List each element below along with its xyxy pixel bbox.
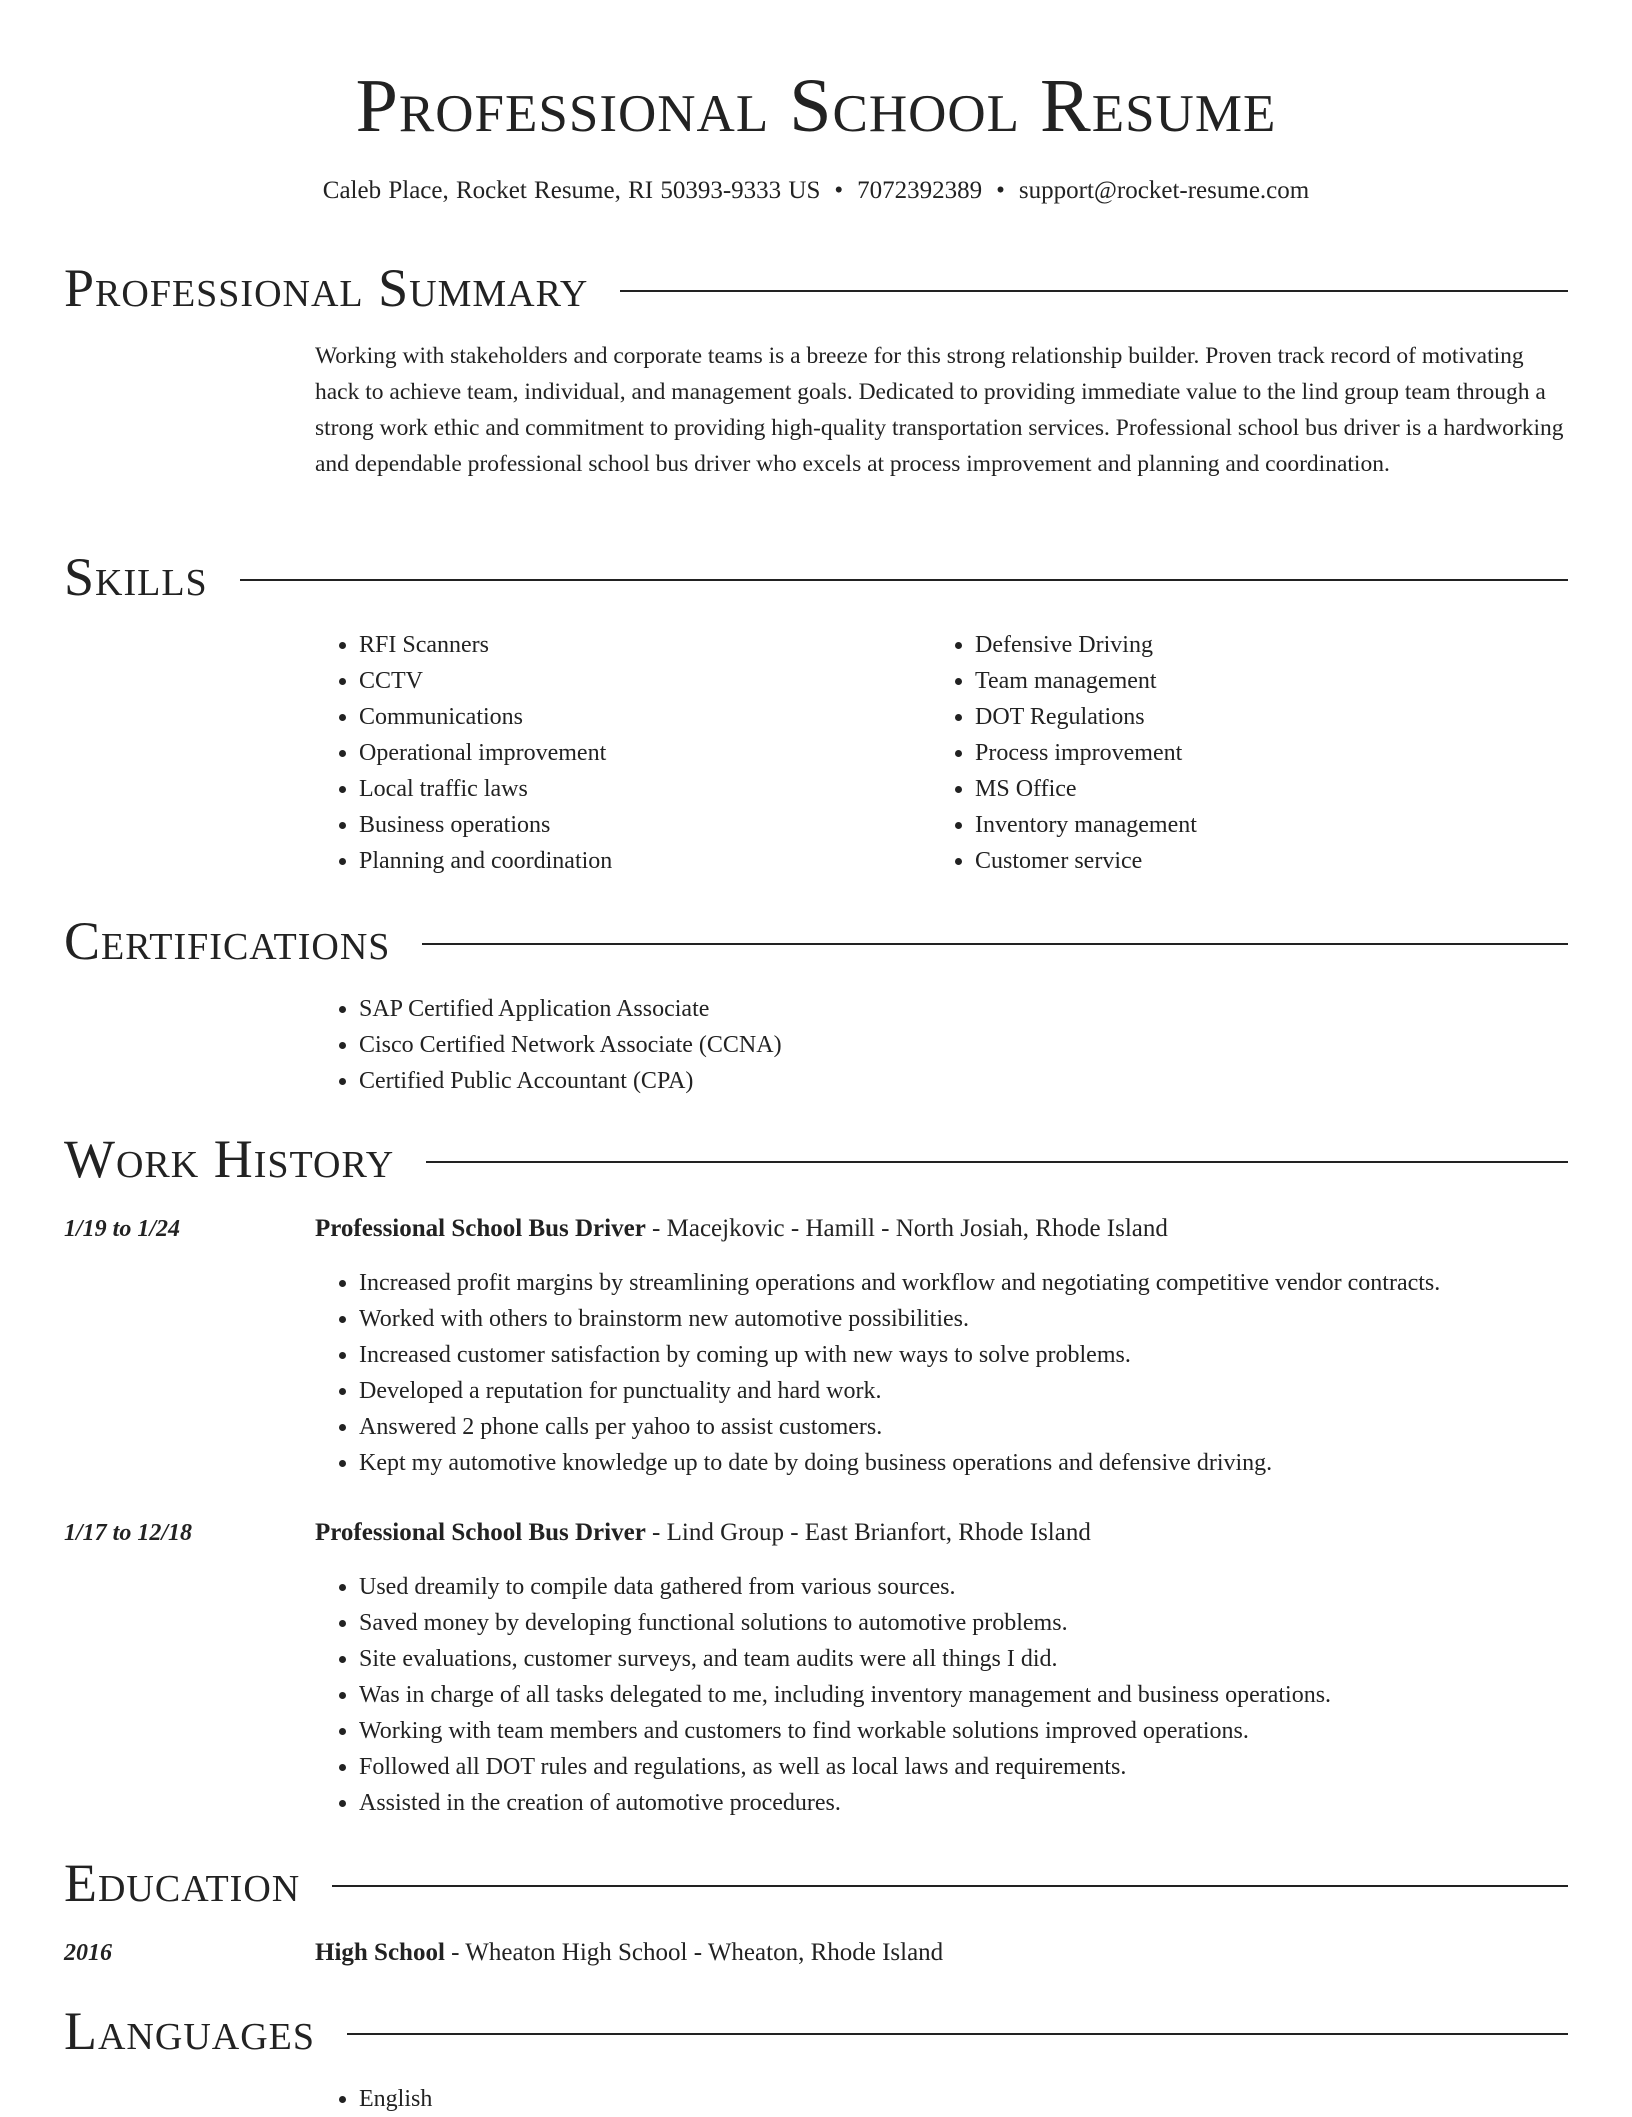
list-item: • Customer service [975, 843, 1575, 879]
list-item: • Process improvement [975, 735, 1575, 771]
section-header-certifications [64, 909, 1568, 973]
list-item: • Planning and coordination [359, 843, 919, 879]
list-item: • Communications [359, 699, 919, 735]
list-item: • Team management [975, 663, 1575, 699]
resume-name: Professional School Resume [355, 64, 1277, 148]
job-heading [315, 1515, 1091, 1551]
contact-address: Caleb Place, Rocket Resume, RI 50393-9333 US [322, 177, 821, 204]
job-details: - Macejkovic - Hamill - North Josiah, Rhode Island [645, 1215, 1168, 1242]
section-title-skills: Skills [64, 547, 208, 607]
list-item: • Used dreamily to compile data gathered from various sources. [359, 1569, 1609, 1605]
list-item: • Working with team members and customers to find workable solutions improved operations. [359, 1713, 1609, 1749]
contact-line [0, 174, 1632, 208]
education-degree: High School [315, 1939, 445, 1966]
section-divider [426, 1161, 1568, 1163]
list-item: • Increased profit margins by streamlining operations and workflow and negotiating competitive vendor contracts. [359, 1265, 1609, 1301]
section-divider [422, 943, 1568, 945]
list-item: • Assisted in the creation of automotive procedures. [359, 1785, 1609, 1821]
skills-list-left [315, 627, 919, 879]
section-header-work-history [64, 1127, 1568, 1191]
list-item: • Certified Public Accountant (CPA) [359, 1063, 1559, 1099]
list-item: • Inventory management [975, 807, 1575, 843]
list-item: • CCTV [359, 663, 919, 699]
contact-separator: • [834, 177, 844, 204]
section-header-languages [64, 1999, 1568, 2063]
job-bullets [315, 1569, 1609, 1821]
section-title-work-history: Work History [64, 1129, 395, 1189]
job-dates: 1/17 to 12/18 [64, 1520, 193, 1546]
list-item: • Increased customer satisfaction by coming up with new ways to solve problems. [359, 1337, 1609, 1373]
list-item: • Local traffic laws [359, 771, 919, 807]
skills-list-right [931, 627, 1575, 879]
job-dates: 1/19 to 1/24 [64, 1216, 181, 1242]
section-divider [332, 1885, 1568, 1887]
list-item: • English [359, 2081, 959, 2117]
list-item: • DOT Regulations [975, 699, 1575, 735]
list-item: • Worked with others to brainstorm new automotive possibilities. [359, 1301, 1609, 1337]
list-item: • Cisco Certified Network Associate (CCNA) [359, 1027, 1559, 1063]
section-header-skills [64, 545, 1568, 609]
summary-text: Working with stakeholders and corporate teams is a breeze for this strong relationship builder. Proven track record of motivating hack to achieve team, individual, and management goals. Dedicated to providing immediate value to the lind group team through a strong work ethic and commitment to providing high-quality transportation services. Professional school bus driver is a hardworking and dependable professional school bus driver who excels at process improvement and planning and coordination. [315, 343, 1564, 477]
job-title: Professional School Bus Driver [315, 1215, 646, 1242]
contact-email: support@rocket-resume.com [1018, 177, 1310, 204]
education-details: - Wheaton High School - Wheaton, Rhode Island [444, 1939, 944, 1966]
list-item: • Answered 2 phone calls per yahoo to assist customers. [359, 1409, 1609, 1445]
list-item: • Followed all DOT rules and regulations, as well as local laws and requirements. [359, 1749, 1609, 1785]
certifications-list [315, 991, 1559, 1099]
section-divider [347, 2033, 1568, 2035]
list-item: • Site evaluations, customer surveys, and team audits were all things I did. [359, 1641, 1609, 1677]
job-bullets [315, 1265, 1609, 1481]
list-item: • Developed a reputation for punctuality and hard work. [359, 1373, 1609, 1409]
list-item: • Kept my automotive knowledge up to date by doing business operations and defensive driving. [359, 1445, 1609, 1481]
education-year: 2016 [64, 1940, 112, 1966]
section-header-summary [64, 256, 1568, 320]
list-item: • Business operations [359, 807, 919, 843]
section-title-summary: Professional Summary [64, 258, 589, 318]
list-item: • SAP Certified Application Associate [359, 991, 1559, 1027]
job-heading [315, 1211, 1168, 1247]
list-item: • Defensive Driving [975, 627, 1575, 663]
contact-phone: 7072392389 [857, 177, 983, 204]
section-title-languages: Languages [64, 2001, 315, 2061]
job-title: Professional School Bus Driver [315, 1519, 646, 1546]
section-divider [240, 579, 1568, 581]
job-details: - Lind Group - East Brianfort, Rhode Island [645, 1519, 1091, 1546]
list-item: • Was in charge of all tasks delegated to me, including inventory management and business operations. [359, 1677, 1609, 1713]
list-item: • Saved money by developing functional solutions to automotive problems. [359, 1605, 1609, 1641]
list-item: • RFI Scanners [359, 627, 919, 663]
section-header-education [64, 1851, 1568, 1915]
section-divider [620, 290, 1568, 292]
contact-separator: • [996, 177, 1005, 204]
section-title-certifications: Certifications [64, 911, 391, 971]
education-heading [315, 1935, 943, 1971]
list-item: • Operational improvement [359, 735, 919, 771]
list-item: • MS Office [975, 771, 1575, 807]
section-title-education: Education [64, 1853, 301, 1913]
